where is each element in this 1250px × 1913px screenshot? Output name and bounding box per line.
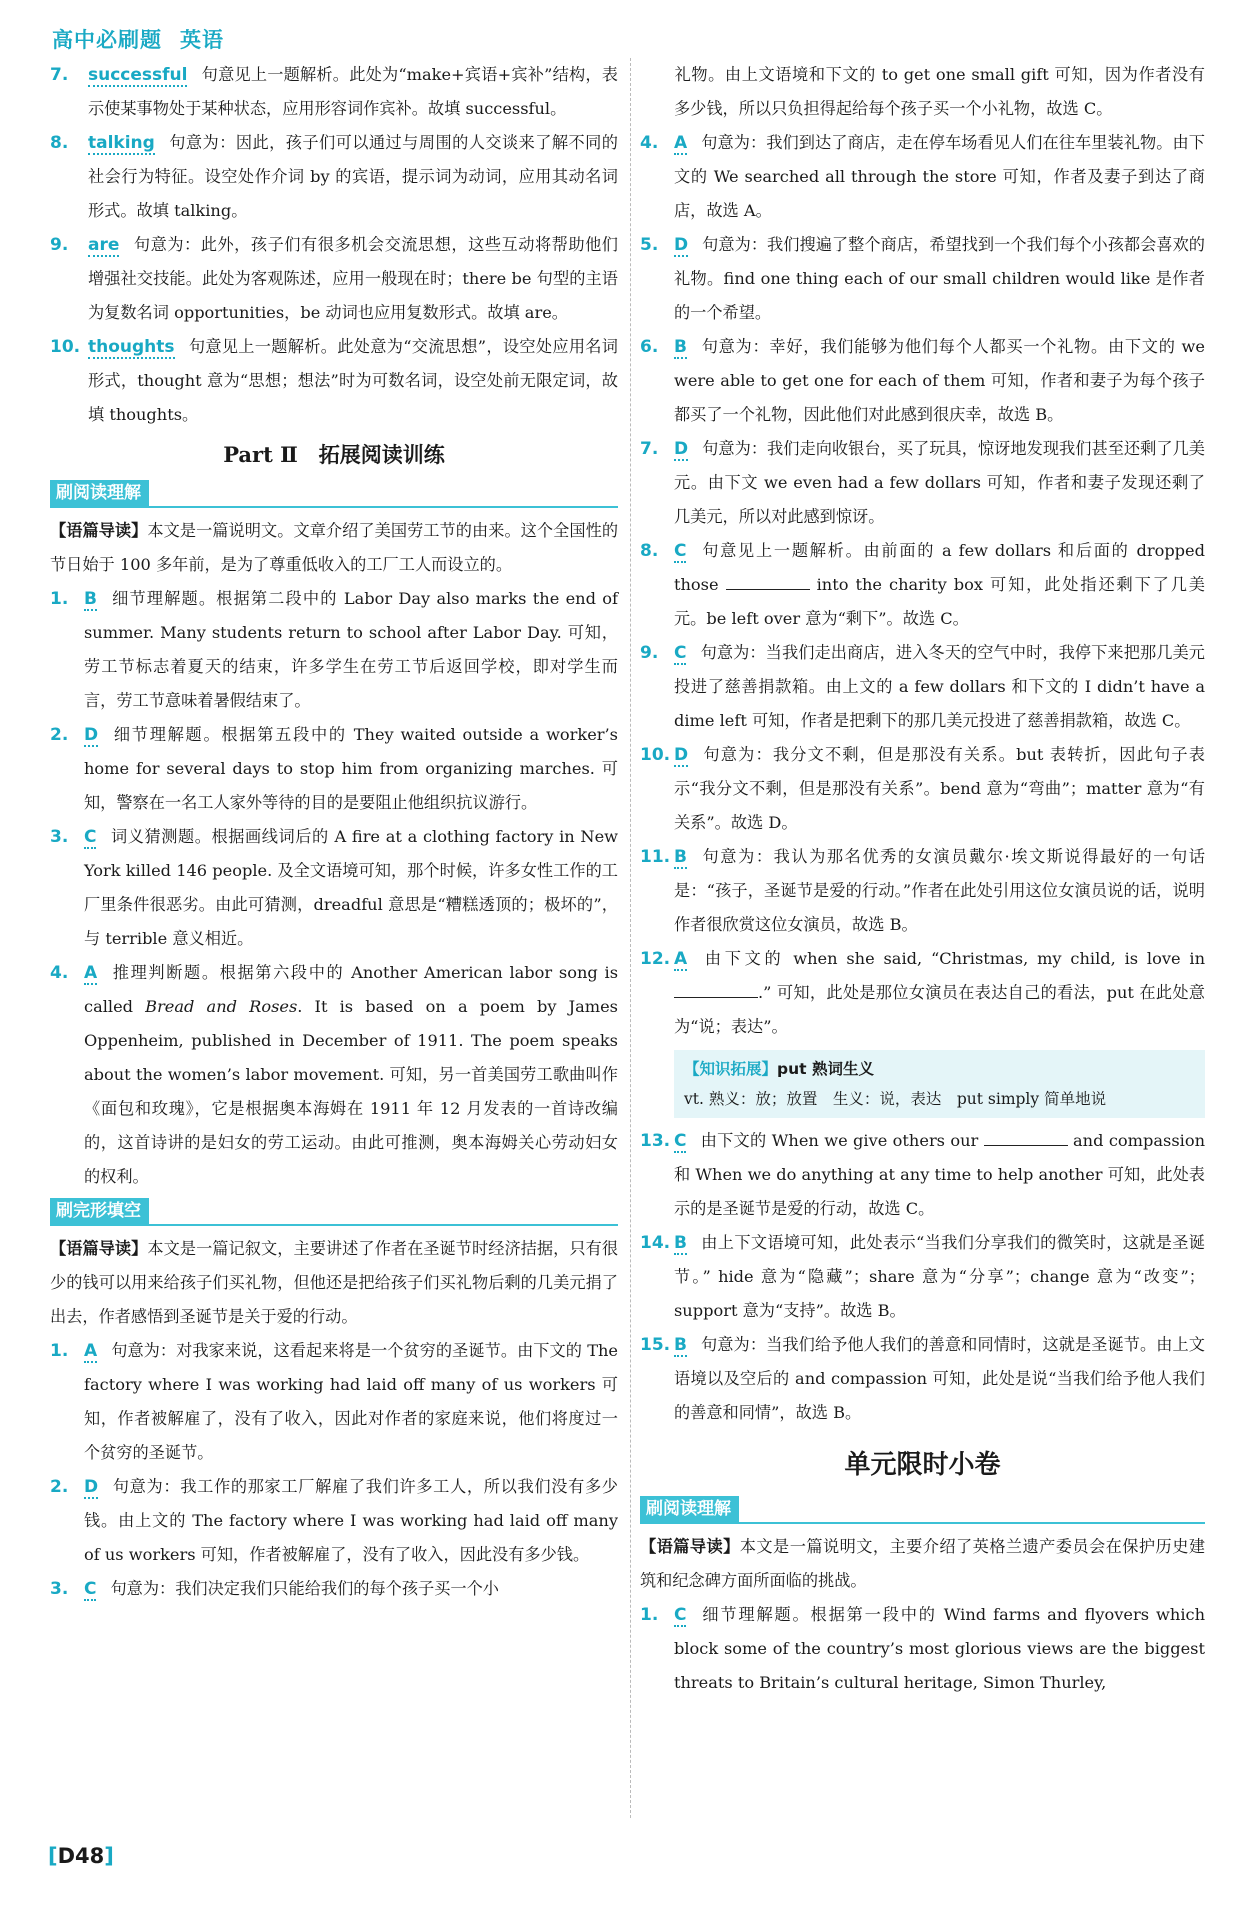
song-title: Bread and Roses: [145, 997, 298, 1016]
explanation: 句意为：我们搜遍了整个商店，希望找到一个我们每个小孩都会喜欢的礼物。find one thing each of our small children would like 是作者的一个希望。: [674, 235, 1205, 322]
part-title: Part Ⅱ 拓展阅读训练: [223, 442, 445, 467]
answer-item: [640, 1328, 1205, 1430]
section-header: [50, 1198, 618, 1226]
explanation: 推理判断题。根据第六段中的 Another American labor song is called: [84, 963, 618, 1016]
item-number: 3.: [50, 827, 69, 847]
explanation: .” 可知，此处是那位女演员在表达自己的看法，put 在此处意为“说；表达”。: [674, 983, 1205, 1036]
answer-item: [640, 1226, 1205, 1328]
explanation: into the charity box 可知，此处指还剩下了几美元。be left over 意为“剩下”。故选 C。: [674, 575, 1205, 628]
answer-key: A: [674, 949, 688, 969]
item-number: 9.: [50, 235, 69, 255]
item-number: 6.: [640, 337, 659, 357]
section-label: 刷完形填空: [50, 1198, 149, 1224]
reading-guide: [50, 514, 618, 582]
answer-item: [50, 1334, 618, 1470]
answer-key: C: [674, 1131, 687, 1151]
explanation: 句意为：我们到达了商店，走在停车场看见人们在往车里装礼物。由下文的 We searched all through the store 可知，作者及妻子到达了商店，故选 A。: [674, 133, 1205, 220]
explanation: 句意为：我工作的那家工厂解雇了我们许多工人，所以我们没有多少钱。由上文的 The factory where I was working had laid off many of us workers 可知，作者被解雇了，没有了收入，因此没有多少钱。: [84, 1477, 618, 1564]
section-header: [640, 1496, 1205, 1524]
answer-item: [640, 126, 1205, 228]
answer-key: A: [84, 1341, 98, 1361]
item-number: 11.: [640, 847, 671, 867]
answer-key: C: [674, 643, 687, 663]
knowledge-label: 【知识拓展】: [684, 1060, 778, 1078]
explanation: 句意见上一题解析。此处为“make+宾语+宾补”结构，表示使某事物处于某种状态，应用形容词作宾补。故填 successful。: [88, 65, 618, 118]
reading-guide: [50, 1232, 618, 1334]
item-number: 1.: [50, 1341, 69, 1361]
answer-item: [640, 228, 1205, 330]
page-number: [D48]: [48, 1844, 114, 1868]
item-number: 7.: [50, 65, 69, 85]
answer-key: A: [674, 133, 688, 153]
answer-key: B: [674, 1233, 687, 1253]
answer-key: B: [674, 1335, 687, 1355]
explanation: 由上下文语境可知，此处表示“当我们分享我们的微笑时，这就是圣诞节。” hide 意为“隐藏”；share 意为“分享”；change 意为“改变”；support 意为“支持”。故选 B。: [674, 1233, 1205, 1320]
section-label: 刷阅读理解: [50, 480, 149, 506]
column-divider: [630, 58, 631, 1818]
answer-key: D: [674, 235, 689, 255]
book-title: 高中必刷题: [52, 28, 162, 52]
explanation: 词义猜测题。根据画线词后的 A fire at a clothing factory in New York killed 146 people. 及全文语境可知，那个时候，许多女性工作的工厂里条件很恶劣。由此可猜测，dreadful 意思是“糟糕透顶的；极坏的”，与 terrible 意义相近。: [84, 827, 618, 948]
explanation: 细节理解题。根据第一段中的 Wind farms and flyovers which block some of the country’s most glorious views are the biggest threats to Britain’s cultural heritage, Simon Thurley,: [674, 1605, 1205, 1692]
blank-line: [726, 575, 810, 590]
answer-key: A: [84, 963, 98, 983]
reading-guide: [640, 1530, 1205, 1598]
explanation: 细节理解题。根据第二段中的 Labor Day also marks the end of summer. Many students return to school after Labor Day. 可知，劳工节标志着夏天的结束，许多学生在劳工节后返回学校，即对学生而言，劳工节意味着暑假结束了。: [84, 589, 618, 710]
item-number: 9.: [640, 643, 659, 663]
explanation: 句意为：因此，孩子们可以通过与周围的人交谈来了解不同的社会行为特征。设空处作介词 by 的宾语，提示词为动词，应用其动名词形式。故填 talking。: [88, 133, 618, 220]
answer-item: [50, 1470, 618, 1572]
item-number: 13.: [640, 1131, 671, 1151]
guide-label: 【语篇导读】: [50, 521, 148, 540]
answer-item: [640, 1124, 1205, 1226]
explanation: . It is based on a poem by James Oppenheim, published in December of 1911. The poem speaks about the women’s labor movement. 可知，另一首美国劳工歌曲叫作《面包和玫瑰》，它是根据奥本海姆在 1911 年 12 月发表的一首诗改编的，这首诗讲的是妇女的劳工运动。由此可推测，奥本海姆关心劳动妇女的权利。: [84, 997, 618, 1186]
explanation: 句意见上一题解析。由前面的 a few dollars 和后面的 dropped those: [674, 541, 1205, 594]
page-header: [52, 24, 224, 54]
item-number: 4.: [50, 963, 69, 983]
guide-text: 本文是一篇记叙文，主要讲述了作者在圣诞节时经济拮据，只有很少的钱可以用来给孩子们买礼物，但他还是把给孩子们买礼物后剩的几美元捐了出去，作者感悟到圣诞节是关于爱的行动。: [50, 1239, 619, 1326]
section-label: 刷阅读理解: [640, 1496, 739, 1522]
unit-title: 单元限时小卷: [844, 1450, 1001, 1480]
subject-label: 英语: [180, 28, 224, 52]
explanation: 句意为：当我们给予他人我们的善意和同情时，这就是圣诞节。由上文语境以及空后的 and compassion 可知，此处是说“当我们给予他人我们的善意和同情”，故选 B。: [674, 1335, 1205, 1422]
blank-line: [674, 983, 758, 998]
answer-item: [50, 582, 618, 718]
explanation: 由下文的 When we give others our: [700, 1131, 984, 1150]
item-number: 2.: [50, 1477, 69, 1497]
answer-key: talking: [88, 133, 155, 153]
answer-item: [50, 718, 618, 820]
knowledge-title: put 熟词生义: [777, 1060, 874, 1078]
guide-text: 本文是一篇说明文。文章介绍了美国劳工节的由来。这个全国性的节日始于 100 多年前，是为了尊重低收入的工厂工人而设立的。: [50, 521, 619, 574]
answer-key: successful: [88, 65, 188, 85]
explanation: 礼物。由上文语境和下文的 to get one small gift 可知，因为作者没有多少钱，所以只负担得起给每个孩子买一个小礼物，故选 C。: [674, 65, 1205, 118]
answer-item: [50, 330, 618, 432]
answer-item: [50, 956, 618, 1194]
explanation: 句意为：当我们走出商店，进入冬天的空气中时，我停下来把那几美元投进了慈善捐款箱。由上文的 a few dollars 和下文的 I didn’t have a dime left 可知，作者是把剩下的那几美元投进了慈善捐款箱，故选 C。: [674, 643, 1205, 730]
answer-key: B: [84, 589, 97, 609]
answer-key: B: [674, 337, 687, 357]
guide-label: 【语篇导读】: [50, 1239, 148, 1258]
item-number: 4.: [640, 133, 659, 153]
explanation: 细节理解题。根据第五段中的 They waited outside a worker’s home for several days to stop him from organizing marches. 可知，警察在一名工人家外等待的目的是要阻止他组织抗议游行。: [84, 725, 618, 812]
item-number: 5.: [640, 235, 659, 255]
item-number: 3.: [50, 1579, 69, 1599]
answer-item: [640, 636, 1205, 738]
answer-item: [640, 432, 1205, 534]
explanation: 由下文的 when she said, “Christmas, my child, is love in: [701, 949, 1205, 968]
answer-item: [640, 534, 1205, 636]
explanation: and compassion 和 When we do anything at any time to help another 可知，此处表示的是圣诞节是爱的行动，故选 C。: [674, 1131, 1205, 1218]
item-number: 14.: [640, 1233, 671, 1253]
answer-key: D: [674, 745, 689, 765]
continued-text: [640, 58, 1205, 126]
explanation: 句意为：对我家来说，这看起来将是一个贫穷的圣诞节。由下文的 The factory where I was working had laid off many of us workers 可知，作者被解雇了，没有了收入，因此对作者的家庭来说，他们将度过一个贫穷的圣诞节。: [84, 1341, 618, 1462]
answer-key: D: [84, 725, 99, 745]
answer-key: B: [674, 847, 687, 867]
section-header: [50, 480, 618, 508]
item-number: 10.: [640, 745, 671, 765]
item-number: 10.: [50, 337, 81, 357]
item-number: 1.: [640, 1605, 659, 1625]
left-column: [50, 58, 618, 1606]
blank-line: [984, 1131, 1068, 1146]
answer-item: [50, 228, 618, 330]
explanation: 句意见上一题解析。此处意为“交流思想”，设空处应用名词形式，thought 意为“思想；想法”时为可数名词，设空处前无限定词，故填 thoughts。: [88, 337, 618, 424]
item-number: 1.: [50, 589, 69, 609]
answer-key: C: [84, 1579, 97, 1599]
answer-item: [50, 820, 618, 956]
answer-key: C: [674, 541, 687, 561]
item-number: 12.: [640, 949, 671, 969]
answer-item: [50, 126, 618, 228]
item-number: 2.: [50, 725, 69, 745]
item-number: 15.: [640, 1335, 671, 1355]
explanation: 句意为：此外，孩子们有很多机会交流思想，这些互动将帮助他们增强社交技能。此处为客观陈述，应用一般现在时；there be 句型的主语为复数名词 opportunities，be 动词也应用复数形式。故填 are。: [88, 235, 618, 322]
answer-item: [640, 330, 1205, 432]
explanation: 句意为：幸好，我们能够为他们每个人都买一个礼物。由下文的 we were able to get one for each of them 可知，作者和妻子为每个孩子都买了一个礼物，因此他们对此感到很庆幸，故选 B。: [674, 337, 1205, 424]
answer-item: [640, 738, 1205, 840]
answer-item: [640, 942, 1205, 1044]
page-number-text: D48: [57, 1844, 105, 1868]
explanation: 句意为：我们决定我们只能给我们的每个孩子买一个小: [110, 1579, 499, 1598]
answer-item: [640, 1598, 1205, 1700]
knowledge-box: [674, 1050, 1205, 1118]
explanation: 句意为：我认为那名优秀的女演员戴尔·埃文斯说得最好的一句话是：“孩子，圣诞节是爱的行动。”作者在此处引用这位女演员说的话，说明作者很欣赏这位女演员，故选 B。: [674, 847, 1205, 934]
item-number: 8.: [640, 541, 659, 561]
knowledge-line: vt. 熟义：放；放置 生义：说，表达 put simply 简单地说: [684, 1090, 1107, 1108]
answer-key: D: [674, 439, 689, 459]
answer-key: are: [88, 235, 120, 255]
item-number: 7.: [640, 439, 659, 459]
explanation: 句意为：我们走向收银台，买了玩具，惊讶地发现我们甚至还剩了几美元。由下文 we even had a few dollars 可知，作者和妻子发现还剩了几美元，所以对此感到惊讶。: [674, 439, 1205, 526]
answer-item: [640, 840, 1205, 942]
right-column: [640, 58, 1205, 1700]
guide-label: 【语篇导读】: [640, 1537, 740, 1556]
answer-key: C: [674, 1605, 687, 1625]
explanation: 句意为：我分文不剩，但是那没有关系。but 表转折，因此句子表示“我分文不剩，但是那没有关系”。bend 意为“弯曲”；matter 意为“有关系”。故选 D。: [674, 745, 1205, 832]
answer-item: [50, 1572, 618, 1606]
answer-key: C: [84, 827, 97, 847]
answer-item: [50, 58, 618, 126]
guide-text: 本文是一篇说明文，主要介绍了英格兰遗产委员会在保护历史建筑和纪念碑方面所面临的挑战。: [640, 1537, 1206, 1590]
item-number: 8.: [50, 133, 69, 153]
answer-key: D: [84, 1477, 99, 1497]
answer-key: thoughts: [88, 337, 175, 357]
